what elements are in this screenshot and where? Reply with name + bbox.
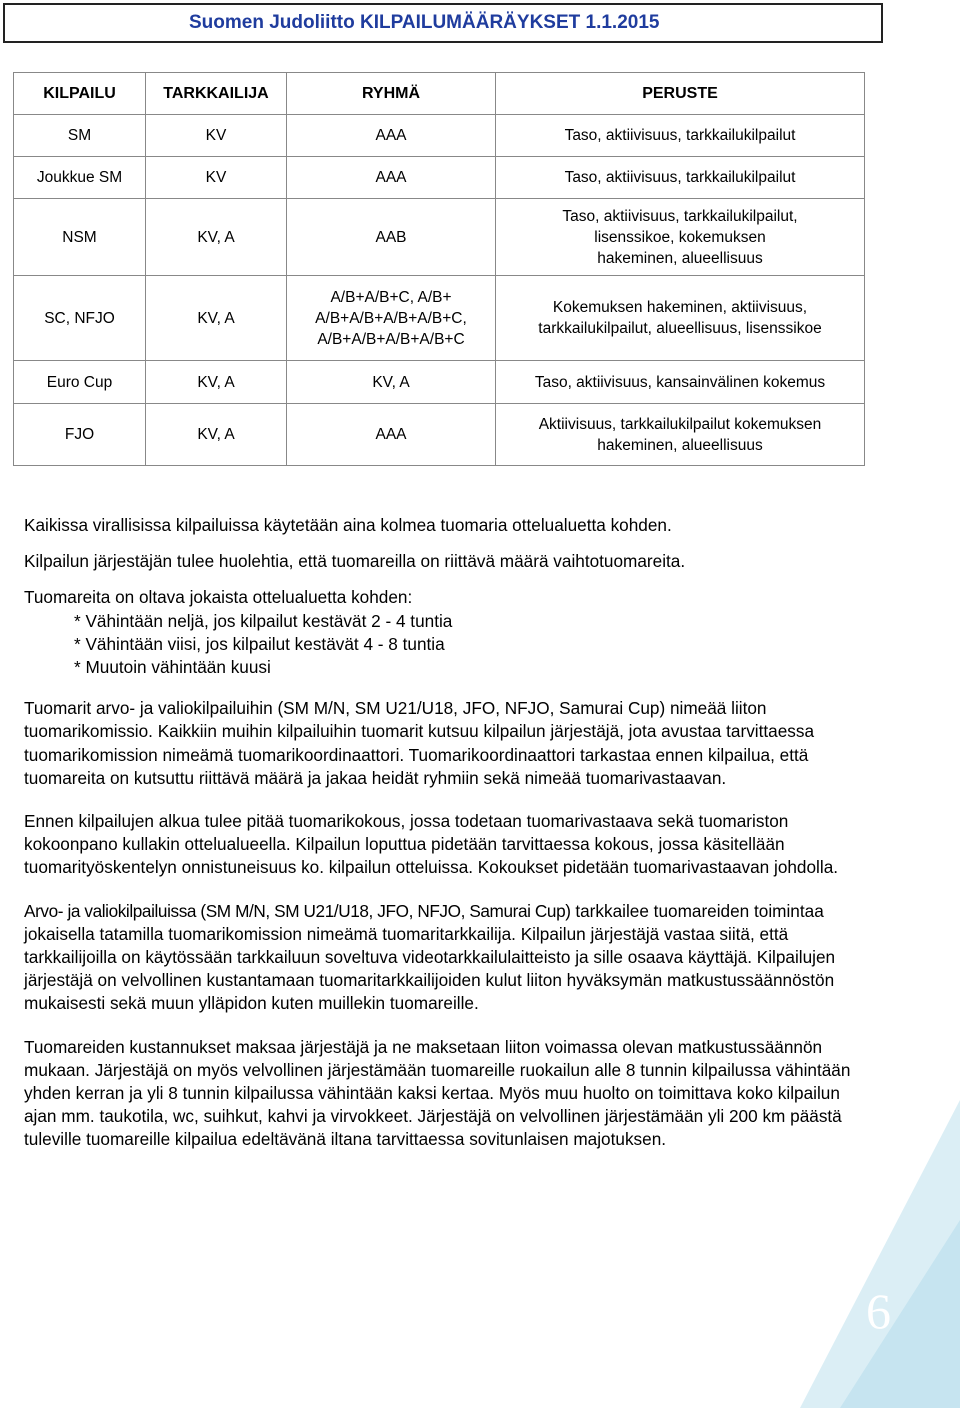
table-cell: Kokemuksen hakeminen, aktiivisuus, tarkkailukilpailut, alueellisuus, lisenssikoe (496, 276, 865, 361)
table-cell: KV, A (146, 199, 287, 276)
table-row (14, 115, 865, 157)
table-cell: Taso, aktiivisuus, tarkkailukilpailut (496, 157, 865, 199)
col-header-kilpailu: KILPAILU (14, 73, 146, 115)
table-cell: KV, A (146, 276, 287, 361)
table-cell: A/B+A/B+C, A/B+ A/B+A/B+A/B+A/B+C, A/B+A/B+A/B+A/B+C (287, 276, 496, 361)
table-row (14, 276, 865, 361)
col-header-ryhma: RYHMÄ (287, 73, 496, 115)
body-text (24, 514, 854, 1152)
paragraph: Kilpailun järjestäjän tulee huolehtia, että tuomareilla on riittävä määrä vaihtotuomareita. (24, 551, 686, 572)
table-cell: Taso, aktiivisuus, tarkkailukilpailut, lisenssikoe, kokemuksen hakeminen, alueellisuus (496, 199, 865, 276)
table-cell: Euro Cup (14, 361, 146, 404)
table-row (14, 157, 865, 199)
table-cell: KV (146, 115, 287, 157)
paragraph: Tuomarit arvo- ja valiokilpailuihin (SM M/N, SM U21/U18, JFO, NFJO, Samurai Cup) nimeää liiton tuomarikomissio. Kaikkiin muihin kilpailuihin tuomarit kutsuu kilpailun järjestäjä, jota avustaa tarvittaessa tuomarikomission nimeämä tuomarikoordinaattori. Tuomarikoordinaattori tarkastaa ennen kilpailua, että tuomareita on kutsuttu riittävä määrä ja jakaa heidät ryhmiin sekä nimeää tuomarivastaavan. (24, 698, 815, 788)
corner-decoration (800, 1100, 960, 1408)
table-cell: AAB (287, 199, 496, 276)
paragraph-lead: Arvo- ja valiokilpailuissa (SM M/N, SM U21/U18, JFO, NFJO, Samurai Cup) (24, 900, 571, 921)
table-cell: AAA (287, 404, 496, 466)
paragraph: Ennen kilpailujen alkua tulee pitää tuomarikokous, jossa todetaan tuomarivastaava sekä tuomariston kokoonpano kullakin ottelualueella. Kilpailun loputtua pidetään tarvittaessa kokous, jossa käsitellään tuomarityöskentelyn onnistuneisuus ko. kilpailun otteluissa. Kokoukset pidetään tuomarivastaavan johdolla. (24, 811, 839, 878)
table-cell: Joukkue SM (14, 157, 146, 199)
table-cell: SC, NFJO (14, 276, 146, 361)
rules-table (13, 72, 865, 466)
table-cell: AAA (287, 115, 496, 157)
table-row (14, 404, 865, 466)
table-cell: NSM (14, 199, 146, 276)
page-number: 6 (866, 1283, 891, 1339)
table-cell: Taso, aktiivisuus, kansainvälinen kokemus (496, 361, 865, 404)
table-row (14, 361, 865, 404)
paragraph: Tuomareiden kustannukset maksaa järjestäjä ja ne maksetaan liiton voimassa olevan matkustussäännön mukaan. Järjestäjä on myös velvollinen järjestämään tuomareille ruokailun alle 8 tunnin kilpailussa vähintään yhden kerran ja yli 8 tunnin kilpailussa vähintään kaksi kertaa. Myös muu huolto on toimittava koko kilpailun ajan mm. taukotila, wc, suihkut, kahvi ja virvokkeet. Järjestäjä on velvollinen järjestämään yli 200 km päästä tuleville tuomareille kilpailua edeltävänä iltana tarvittaessa sovitunlaisen majotuksen. (24, 1036, 851, 1150)
table-cell: Taso, aktiivisuus, tarkkailukilpailut (496, 115, 865, 157)
table-cell: KV, A (146, 404, 287, 466)
header-box (3, 3, 883, 43)
paragraph (24, 900, 854, 1016)
table-cell: KV (146, 157, 287, 199)
table-cell: SM (14, 115, 146, 157)
table-cell: KV, A (146, 361, 287, 404)
table-row (14, 199, 865, 276)
col-header-tarkkailija: TARKKAILIJA (146, 73, 287, 115)
table-cell: AAA (287, 157, 496, 199)
table-cell: Aktiivisuus, tarkkailukilpailut kokemuksen hakeminen, alueellisuus (496, 404, 865, 466)
page-title: Suomen Judoliitto KILPAILUMÄÄRÄYKSET 1.1.2015 (189, 12, 660, 33)
table-header-row (14, 73, 865, 115)
table-cell: FJO (14, 404, 146, 466)
list-item: * Muutoin vähintään kuusi (74, 657, 271, 678)
table-cell: KV, A (287, 361, 496, 404)
list-item: * Vähintään viisi, jos kilpailut kestävät 4 - 8 tuntia (74, 633, 445, 654)
list-item: * Vähintään neljä, jos kilpailut kestävät 2 - 4 tuntia (74, 610, 453, 631)
col-header-peruste: PERUSTE (496, 73, 865, 115)
paragraph-rest: tarkkailee tuomareiden toimintaa jokaisella tatamilla tuomarikomission nimeämä tuomaritarkkailija. Kilpailun järjestäjä vastaa siitä, että tarkkailijoilla on käytössään tarkkailuun soveltuva videotarkkailulaitteisto ja sille osaava käyttäjä. Kilpailujen järjestäjä on velvollinen kustantamaan tuomaritarkkailijoiden kulut liiton hyväksymän matkustussäännöstön mukaisesti sekä muun ylläpidon kuten muillekin tuomareille. (24, 900, 836, 1014)
paragraph: Tuomareita on oltava jokaista ottelualuetta kohden: (24, 587, 413, 608)
paragraph: Kaikissa virallisissa kilpailuissa käytetään aina kolmea tuomaria ottelualuetta kohden. (24, 515, 672, 535)
